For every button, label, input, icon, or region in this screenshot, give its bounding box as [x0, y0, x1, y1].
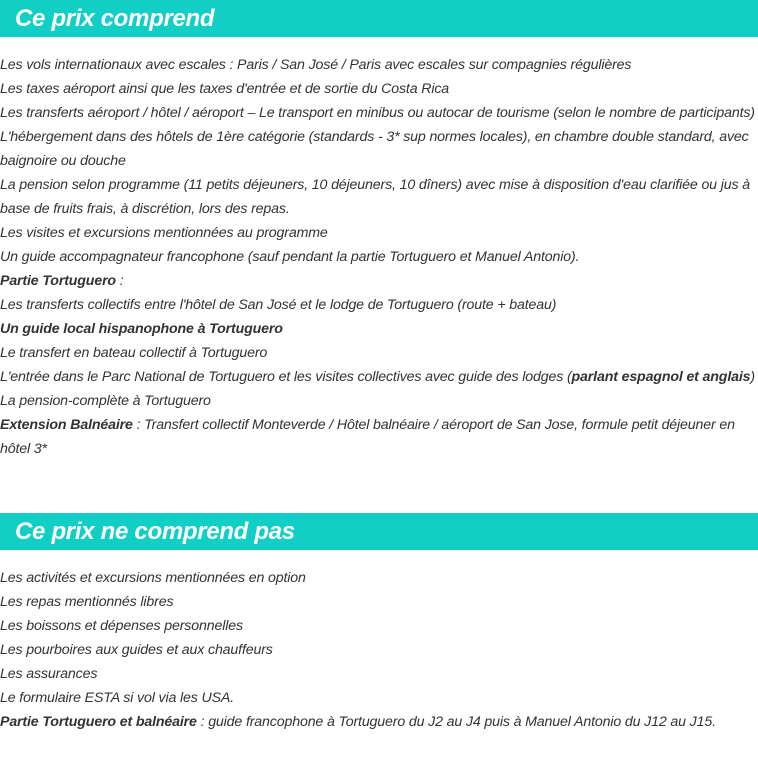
- park-text-bold: parlant espagnol et anglais: [571, 369, 751, 385]
- tortuguero-label: Partie Tortuguero: [0, 273, 116, 289]
- tortuguero-balneaire-label: Partie Tortuguero et balnéaire: [0, 714, 197, 730]
- included-list: [0, 37, 758, 461]
- park-item: [0, 365, 758, 389]
- list-item: La pension selon programme (11 petits déjeuners, 10 déjeuners, 10 dîners) avec mise à disposition d'eau clarifiée ou jus à base de fruits frais, à discrétion, lors des repas.: [0, 177, 750, 217]
- list-item: Les boissons et dépenses personnelles: [0, 618, 243, 634]
- list-item: Un guide accompagnateur francophone (sauf pendant la partie Tortuguero et Manuel Antonio).: [0, 249, 580, 265]
- local-guide-text: Un guide local hispanophone à Tortuguero: [0, 321, 283, 337]
- list-item: La pension-complète à Tortuguero: [0, 393, 211, 409]
- not-included-list: [0, 550, 758, 734]
- extension-item: [0, 413, 758, 461]
- not-included-section: [0, 513, 758, 734]
- list-item: Les vols internationaux avec escales : Paris / San José / Paris avec escales sur compagnies régulières: [0, 57, 632, 73]
- not-included-header: [0, 513, 758, 550]
- list-item: Les transferts aéroport / hôtel / aéroport – Le transport en minibus ou autocar de tourisme (selon le nombre de participants): [0, 105, 755, 121]
- not-included-title: Ce prix ne comprend pas: [15, 517, 295, 545]
- park-text-before: L'entrée dans le Parc National de Tortuguero et les visites collectives avec guide des lodges (: [0, 369, 572, 385]
- list-item: Les visites et excursions mentionnées au programme: [0, 225, 328, 241]
- list-item: Les transferts collectifs entre l'hôtel de San José et le lodge de Tortuguero (route + bateau): [0, 297, 557, 313]
- included-title: Ce prix comprend: [15, 4, 215, 32]
- extension-label: Extension Balnéaire: [0, 417, 133, 433]
- tortuguero-balneaire-item: [0, 710, 758, 734]
- included-header: [0, 0, 758, 37]
- list-item: Le formulaire ESTA si vol via les USA.: [0, 690, 234, 706]
- list-item: Les pourboires aux guides et aux chauffeurs: [0, 642, 273, 658]
- tortuguero-heading: [0, 269, 758, 293]
- tortuguero-balneaire-text: : guide francophone à Tortuguero du J2 au J4 puis à Manuel Antonio du J12 au J15.: [196, 714, 716, 730]
- list-item: Le transfert en bateau collectif à Tortuguero: [0, 345, 268, 361]
- list-item: Les taxes aéroport ainsi que les taxes d'entrée et de sortie du Costa Rica: [0, 81, 450, 97]
- list-item: L'hébergement dans des hôtels de 1ère catégorie (standards - 3* sup normes locales), en chambre double standard, avec baignoire ou douche: [0, 129, 749, 169]
- section-spacer: [0, 461, 758, 513]
- list-item: Les assurances: [0, 666, 98, 682]
- list-item: Les repas mentionnés libres: [0, 594, 174, 610]
- park-text-after: ): [750, 369, 755, 385]
- extension-text: : Transfert collectif Monteverde / Hôtel balnéaire / aéroport de San Jose, formule petit déjeuner en hôtel 3*: [0, 417, 735, 457]
- list-item: Les activités et excursions mentionnées en option: [0, 570, 306, 586]
- local-guide-item: [0, 317, 758, 341]
- tortuguero-suffix: :: [115, 273, 124, 289]
